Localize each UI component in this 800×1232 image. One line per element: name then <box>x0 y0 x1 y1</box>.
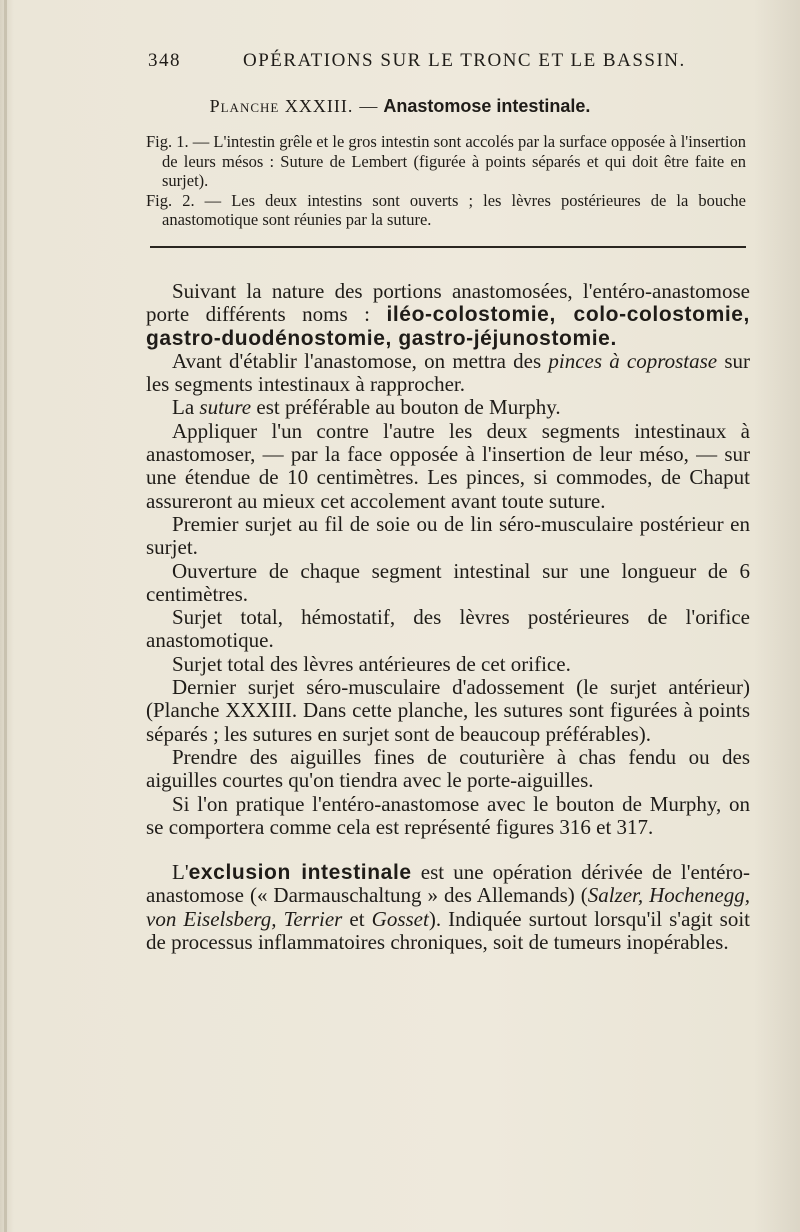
text-run: L' <box>172 860 189 885</box>
text-run: La <box>172 395 200 420</box>
paragraph: Surjet total des lèvres antérieures de cet orifice. <box>172 651 571 676</box>
text-run: Suivant la nature des portions anastomosées, l'entéro-anastomose porte différents noms : <box>146 279 750 327</box>
horizontal-rule <box>150 246 746 248</box>
paragraph: Appliquer l'un contre l'autre les deux segments intestinaux à anastomoser, — par la face opposée à l'insertion de leur méso, — sur une étendue de 10 centimètres. Les pinces, si commodes, de Chaput assureront au mieux cet accolement avant toute suture. <box>146 418 750 513</box>
paragraph: Surjet total, hémostatif, des lèvres postérieures de l'orifice anastomotique. <box>146 605 750 653</box>
plate-title: Anastomose intestinale. <box>383 96 591 116</box>
procedure-names: iléo-colostomie, colo-colostomie, gastro-duodénostomie, gastro-jéjunostomie. <box>146 303 750 350</box>
page-gutter <box>4 0 7 1232</box>
emphasis: pinces à coprostase <box>548 348 718 373</box>
text-run: et <box>342 906 372 931</box>
plate-heading <box>0 96 800 117</box>
paragraph: Si l'on pratique l'entéro-anastomose avec le bouton de Murphy, on se comportera comme cela est représenté figures 316 et 317. <box>146 791 750 839</box>
plate-dash: — <box>359 96 378 116</box>
text-run: est préférable au bouton de Murphy. <box>251 395 561 420</box>
figure-captions <box>146 132 746 230</box>
emphasis: Gosset <box>371 906 429 931</box>
paragraph <box>146 396 750 419</box>
text-run: est une opération dérivée de l'entéro-anastomose (« Darmauschaltung » des Allemands) ( <box>146 860 750 908</box>
caption-fig-1: Fig. 1. — L'intestin grêle et le gros intestin sont accolés par la surface opposée à l'insertion de leurs mésos : Suture de Lembert (figurée à points séparés et qui doit être faite en surjet). <box>146 132 746 190</box>
text-run: ). Indiquée surtout lorsqu'il s'agit soit de processus inflammatoires chroniques, soit de tumeurs inopérables. <box>146 906 750 955</box>
emphasis: suture <box>199 395 252 420</box>
section-spacer <box>146 839 750 861</box>
paragraph: Prendre des aiguilles fines de couturière à chas fendu ou des aiguilles courtes qu'on tiendra avec le porte-aiguilles. <box>146 744 750 793</box>
body-text <box>146 280 750 954</box>
paragraph: Ouverture de chaque segment intestinal sur une longueur de 6 centimètres. <box>146 558 750 606</box>
text-run: Avant d'établir l'anastomose, on mettra des <box>172 348 549 373</box>
paragraph: Premier surjet au fil de soie ou de lin séro-musculaire postérieur en surjet. <box>146 511 750 560</box>
paragraph: Dernier surjet séro-musculaire d'adossement (le surjet antérieur) (Planche XXXIII. Dans cette planche, les sutures sont figurées à points séparés ; les sutures en surjet sont de beaucoup préférables). <box>146 675 750 746</box>
page-number: 348 <box>148 50 181 71</box>
paragraph <box>146 861 750 954</box>
paragraph <box>146 280 750 350</box>
plate-label: Planche XXXIII. <box>209 96 354 116</box>
paragraph <box>146 350 750 397</box>
key-term: exclusion intestinale <box>188 861 412 885</box>
caption-fig-2: Fig. 2. — Les deux intestins sont ouverts ; les lèvres postérieures de la bouche anastomotique sont réunies par la suture. <box>146 190 746 229</box>
text-run: sur les segments intestinaux à rapprocher. <box>146 348 750 397</box>
emphasis: Salzer, Hochenegg, von Eiselsberg, Terrier <box>146 883 750 931</box>
running-title: OPÉRATIONS SUR LE TRONC ET LE BASSIN. <box>243 50 686 71</box>
page-edge-shadow <box>754 0 800 1232</box>
